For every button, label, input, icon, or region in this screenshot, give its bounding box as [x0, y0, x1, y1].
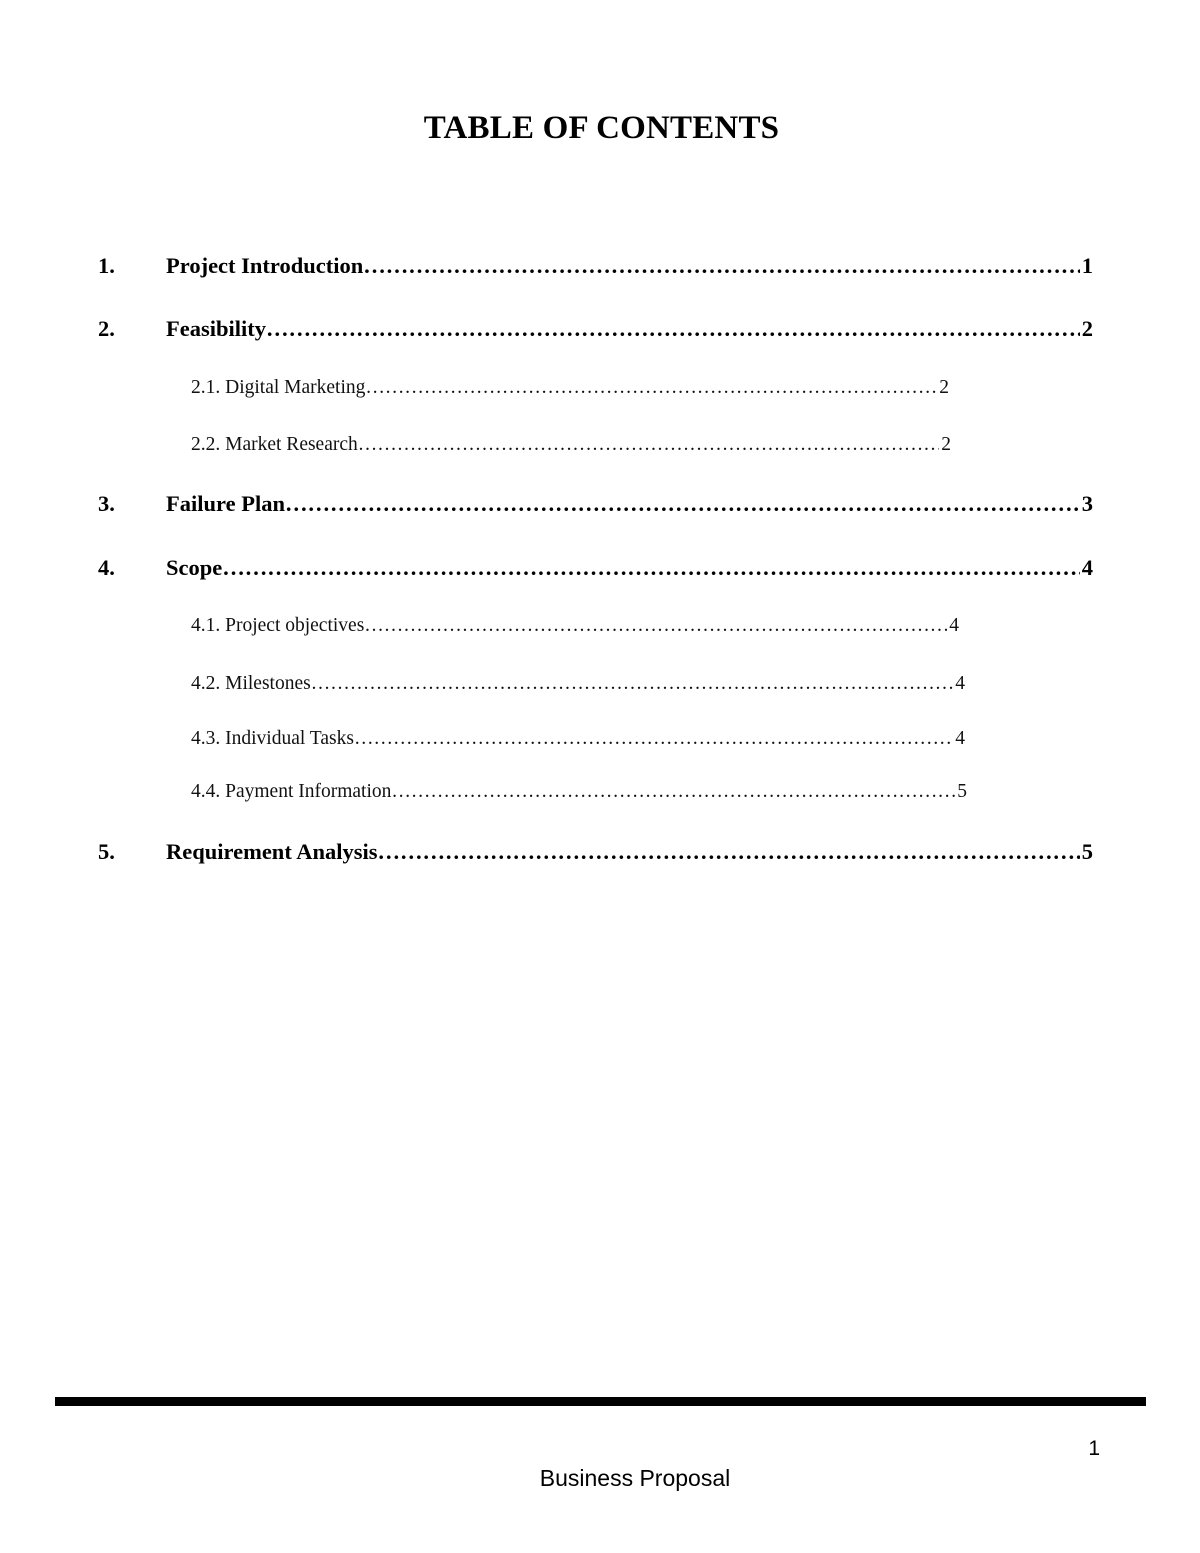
toc-entry-page: 2 — [939, 377, 949, 398]
toc-entry-label: Failure Plan — [166, 491, 285, 516]
toc-entry-number: 2. — [98, 316, 115, 341]
toc-entry-label: 4.2. Milestones — [191, 673, 311, 694]
toc-entry-number: 1. — [98, 253, 115, 278]
toc-entry-page: 3 — [1081, 491, 1093, 516]
toc-entry-milestones[interactable] — [191, 671, 965, 697]
toc-dot-leader — [358, 432, 939, 458]
toc-entry-label: 2.2. Market Research — [191, 434, 358, 455]
toc-entry-page: 1 — [1081, 253, 1093, 278]
toc-entry-label: Feasibility — [166, 316, 266, 341]
toc-entry-page: 2 — [941, 434, 951, 455]
toc-entry-label: 4.4. Payment Information — [191, 781, 392, 802]
toc-entry-number: 5. — [98, 839, 115, 864]
page-title: TABLE OF CONTENTS — [423, 110, 780, 146]
toc-entry-label: 4.3. Individual Tasks — [191, 728, 354, 749]
toc-entry-label: Scope — [166, 555, 223, 580]
toc-dot-leader — [285, 489, 1080, 519]
page-number: 1 — [1088, 1437, 1100, 1460]
toc-dot-leader — [222, 553, 1080, 583]
toc-entry-digital-marketing[interactable] — [191, 375, 949, 401]
toc-entry-number: 4. — [98, 555, 115, 580]
toc-entry-market-research[interactable] — [191, 432, 951, 458]
footer-document-name: Business Proposal — [539, 1465, 731, 1491]
toc-entry-project-introduction[interactable] — [98, 251, 1093, 281]
toc-dot-leader — [363, 251, 1079, 281]
toc-entry-page: 2 — [1081, 316, 1093, 341]
toc-entry-payment-information[interactable] — [191, 779, 967, 805]
toc-entry-label: Requirement Analysis — [166, 839, 378, 864]
toc-entry-page: 4 — [955, 728, 965, 749]
toc-entry-project-objectives[interactable] — [191, 613, 959, 639]
toc-entry-number: 3. — [98, 491, 115, 516]
toc-entry-label: 2.1. Digital Marketing — [191, 377, 366, 398]
toc-entry-label: 4.1. Project objectives — [191, 615, 365, 636]
toc-entry-page: 4 — [955, 673, 965, 694]
toc-dot-leader — [364, 613, 947, 639]
toc-entry-page: 4 — [949, 615, 959, 636]
toc-dot-leader — [311, 671, 954, 697]
toc-entry-page: 4 — [1081, 555, 1093, 580]
toc-entry-failure-plan[interactable] — [98, 489, 1093, 519]
footer-divider — [55, 1397, 1146, 1406]
toc-dot-leader — [377, 837, 1079, 867]
toc-entry-feasibility[interactable] — [98, 314, 1093, 344]
toc-entry-label: Project Introduction — [166, 253, 364, 278]
toc-dot-leader — [365, 375, 937, 401]
toc-dot-leader — [266, 314, 1080, 344]
toc-dot-leader — [354, 726, 953, 752]
toc-entry-page: 5 — [1081, 839, 1093, 864]
toc-entry-requirement-analysis[interactable] — [98, 837, 1093, 867]
toc-entry-scope[interactable] — [98, 553, 1093, 583]
toc-entry-page: 5 — [957, 781, 967, 802]
toc-entry-individual-tasks[interactable] — [191, 726, 965, 752]
toc-dot-leader — [391, 779, 955, 805]
